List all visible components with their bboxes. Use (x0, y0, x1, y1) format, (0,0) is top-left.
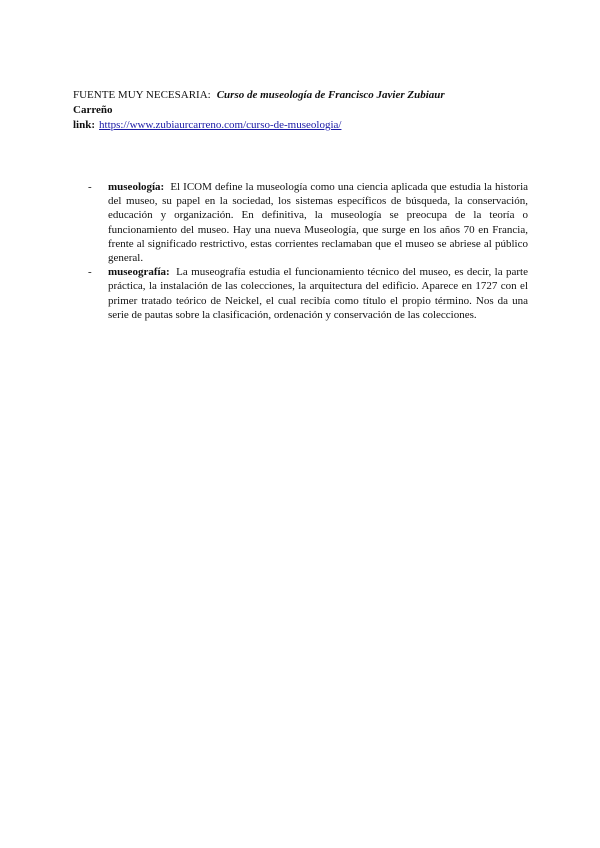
link-label: link: (73, 119, 96, 131)
bullet-dash: - (88, 181, 92, 193)
list-item (88, 180, 528, 265)
source-heading-line (73, 88, 533, 118)
definition-term: museología: (108, 181, 165, 193)
definitions-list (88, 180, 528, 322)
bullet-dash: - (88, 266, 92, 279)
source-reference (73, 88, 533, 133)
definition-text: El ICOM define la museología como una ciencia aplicada que estudia la historia del museo, su papel en la sociedad, los sistemas específicos de búsqueda, la conservación, educación y organización. En definitiva, la museología se preocupa de la teoría o funcionamiento del museo. Hay una nueva Museología, que surge en los años 70 en Francia, frente al significado restrictivo, estas corrientes reclamaban que el museo se abriese al público general. (108, 181, 529, 265)
source-title: Curso de museología de Francisco Javier Zubiaur (216, 89, 445, 101)
definition-term: museografía: (108, 266, 170, 279)
source-title-tail: Carreño (73, 104, 113, 116)
list-item (88, 265, 528, 322)
source-link-line (73, 118, 533, 133)
source-link[interactable]: https://www.zubiaurcarreno.com/curso-de-museologia/ (99, 119, 342, 131)
definition-text: La museografía estudia el funcionamiento técnico del museo, es decir, la parte práctica, la instalación de las colecciones, la arquitectura del edificio. Aparece en 1727 con el primer tratado teórico de Neickel, el cual recibía como título el propio término. Nos da una serie de pautas sobre la clasificación, ordenación y conservación de las colecciones. (108, 266, 528, 321)
source-label: FUENTE MUY NECESARIA: (73, 89, 211, 101)
